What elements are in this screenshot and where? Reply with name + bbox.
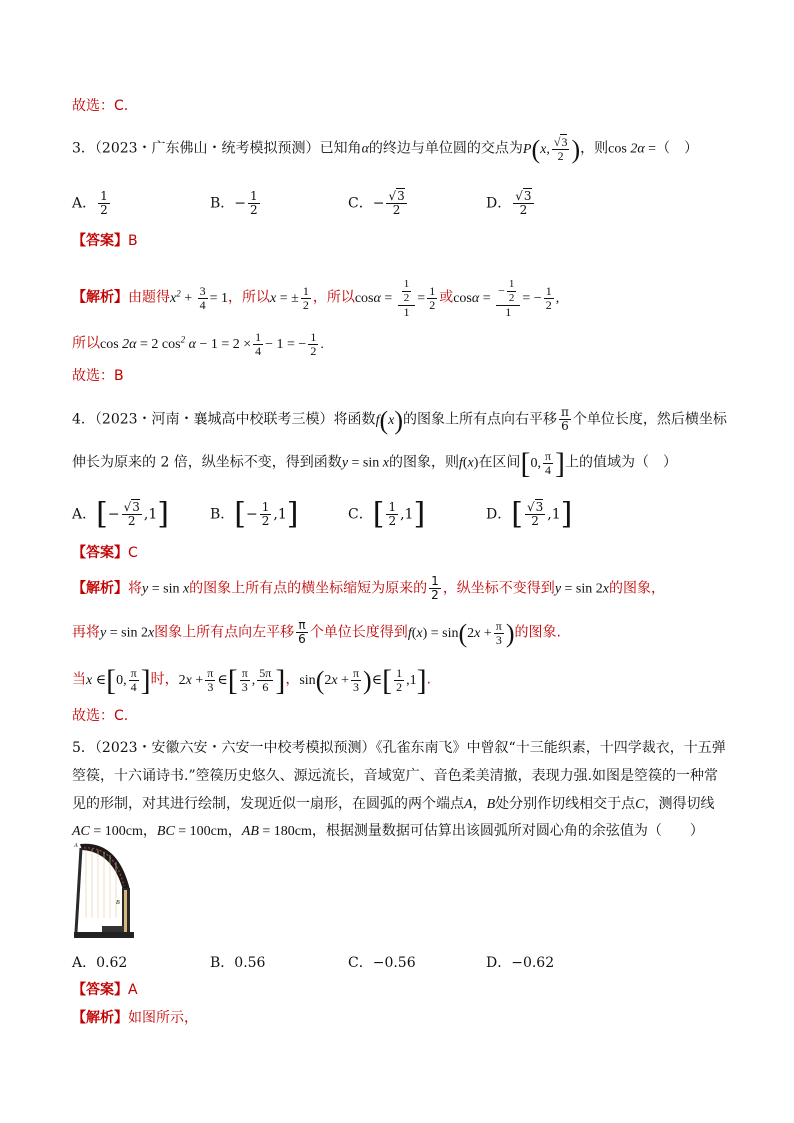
q3-answer: 【答案】B bbox=[72, 233, 138, 249]
konghou-figure bbox=[72, 838, 138, 944]
q3-analysis-2: 所以cos 2α = 2 $\cos^2 \alpha - 1 = 2$ × $\frac{1}{4}$ − 1 = − $\frac{1}{2}$ . bbox=[72, 329, 324, 358]
q4-analysis-2: 再将y = sin 2x图象上所有点向左平移 $\frac{\pi}{6}$ 个单位长度得到f(x) = sin(2x + $\frac{\pi}{3}$ )的图象. bbox=[72, 618, 561, 648]
q3-analysis-1: 【解析】由题得$x^2$ + $\frac{3}{4}$ = 1，所以x = ± $\frac{1}{2}$ ，所以cosα = $\frac{\frac{1}{2}}{1}$ = $\frac{1}{2}$ 或cosα = − $\frac{1}{2}$ 1 = − $\frac{1}{2}$ , bbox=[72, 278, 560, 319]
svg-text:A: A bbox=[74, 843, 78, 849]
q3-option-b: B．− $\frac{1}{2}$ bbox=[210, 189, 258, 217]
q3-option-a: A． $\frac{1}{2}$ bbox=[72, 189, 108, 217]
q3-source: （2023・广东佛山・统考模拟预测） bbox=[94, 140, 320, 157]
q5-option-a: A．0.62 bbox=[72, 955, 128, 971]
q5-stem-1: 5．（2023・安徽六安・六安一中校考模拟预测）《孔雀东南飞》中曾叙“十三能织素，十四学裁衣，十五弹 bbox=[72, 740, 726, 756]
q5-stem-2: 箜篌，十六诵诗书.”箜篌历史悠久、源远流长，音域宽广、音色柔美清撤，表现力强.如图是箜篌的一种常 bbox=[72, 768, 719, 784]
q5-stem-4: AC = 100cm，BC = 100cm，AB = 180cm，根据测量数据可估算出该圆弧所对圆心角的余弦值为（ ） bbox=[72, 823, 704, 839]
q4-analysis-1: 【解析】将y = sin x的图象上所有点的横坐标缩短为原来的 $\frac{1}{2}$ ，纵坐标不变得到y = sin 2x的图象， bbox=[72, 574, 665, 602]
q5-option-b: B．0.56 bbox=[210, 955, 266, 971]
q5-option-d: D．−0.62 bbox=[486, 955, 555, 971]
q4-option-a: A．[− $\frac{√3}{2}$ ,1] bbox=[72, 496, 169, 532]
q3-stem: 3．（2023・广东佛山・统考模拟预测）已知角α的终边与单位圆的交点为P(x, $\frac{√3}{2}$ )，则cos 2α =（ ） bbox=[72, 134, 699, 164]
q2-conclusion: 故选：C. bbox=[72, 98, 129, 114]
q5-analysis-1: 【解析】如图所示， bbox=[72, 1010, 198, 1026]
q4-answer: 【答案】C bbox=[72, 545, 138, 561]
q5-answer: 【答案】A bbox=[72, 982, 138, 998]
q4-option-b: B．[− $\frac{1}{2}$ ,1] bbox=[210, 496, 299, 532]
q4-stem-1: 4．（2023・河南・襄城高中校联考三模）将函数f(x)的图象上所有点向右平移 $\frac{\pi}{6}$ 个单位长度，然后横坐标 bbox=[72, 405, 727, 435]
q3-option-d: D． $\frac{√3}{2}$ bbox=[486, 189, 532, 217]
q3-conclusion: 故选：B bbox=[72, 368, 124, 384]
q5-stem-3: 见的形制，对其进行绘制，发现近似一扇形，在圆弧的两个端点A，B处分别作切线相交于点C，测得切线 bbox=[72, 796, 715, 812]
q4-option-c: C．[ $\frac{1}{2}$ ,1] bbox=[348, 496, 426, 532]
svg-text:B: B bbox=[116, 900, 120, 906]
q4-conclusion: 故选：C. bbox=[72, 708, 129, 724]
q4-stem-2: 伸长为原来的 2 倍，纵坐标不变，得到函数y = sin x的图象，则f(x)在区间[0, $\frac{\pi}{4}$ ]上的值域为（ ） bbox=[72, 446, 677, 480]
q4-option-d: D．[ $\frac{√3}{2}$ ,1] bbox=[486, 496, 573, 532]
q3-number: 3． bbox=[72, 140, 95, 157]
q5-option-c: C．−0.56 bbox=[348, 955, 416, 971]
q3-option-c: C．− $\frac{√3}{2}$ bbox=[348, 189, 405, 217]
q4-analysis-3: 当x ∈[0, $\frac{\pi}{4}$ ]时，2x + $\frac{\pi}{3}$ ∈[ $\frac{\pi}{3}$ , $\frac{5\pi}{6}$ ]，sin(2x + $\frac{\pi}{3}$ )∈[ $\frac{1}{2}$ ,1]. bbox=[72, 663, 432, 697]
